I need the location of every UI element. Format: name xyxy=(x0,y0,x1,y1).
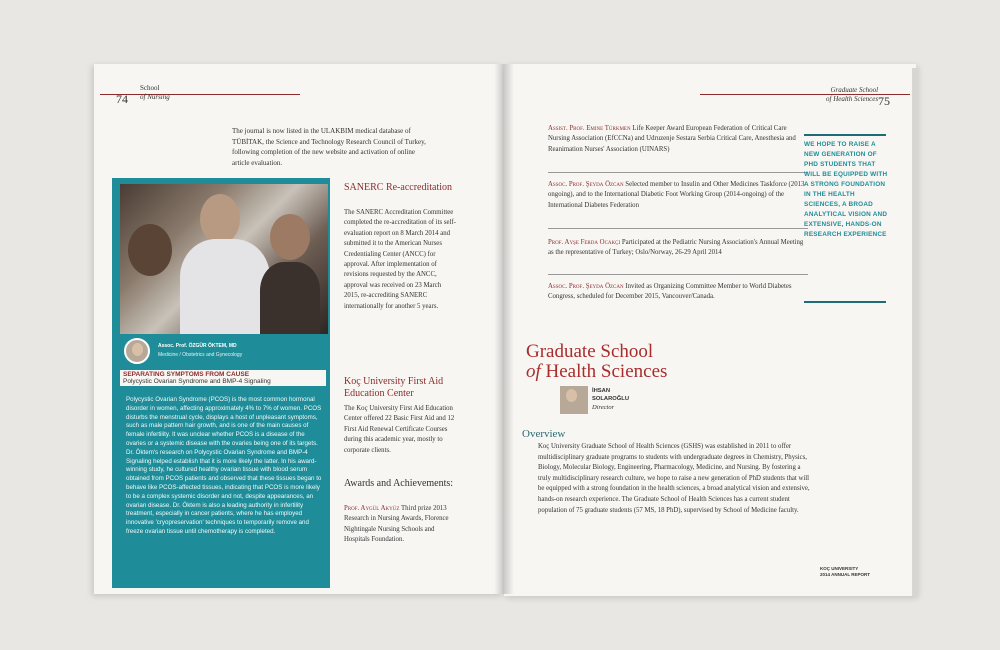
section-title: Graduate School of Health Sciences xyxy=(526,341,668,382)
achievement-entry: Assist. Prof. Emine Türkmen Life Keeper Award European Federation of Critical Care Nursing Association (EfCCNa) and Udruzenje Sestara Serbia Critical Care, Anesthesia and Reanimation Nurses' Association (UINARS) xyxy=(548,125,796,153)
feature-title: SEPARATING SYMPTOMS FROM CAUSE xyxy=(123,371,250,378)
achievement-entry: Assoc. Prof. Şeyda Özcan Selected member to Insulin and Other Medicines Taskforce (2013-ongoing), and to the International Diabetic Foot Working Group (2014-ongoing) of the International Diabetes Federation xyxy=(548,181,807,209)
page-edge xyxy=(912,68,918,596)
achievement-entry: Prof. Ayşe Ferda Ocakçı Participated at the Pediatric Nursing Association's Annual Meeting as the representative of Turkey; Oslo/Norway, 26-29 April 2014 xyxy=(548,239,804,257)
feature-subtitle: Polycystic Ovarian Syndrome and BMP-4 Signaling xyxy=(123,378,271,385)
first-aid-body: The Koç University First Aid Education Center offered 22 Basic First Aid and 12 First Aid Renewal Certificate Courses during this academic year, mostly to corporate clients. xyxy=(344,405,455,454)
first-aid-heading: Koç University First Aid Education Center xyxy=(344,376,444,399)
page-number-right: 75 xyxy=(878,94,890,108)
sanerc-heading: SANERC Re-accreditation xyxy=(344,182,453,193)
achievement-entry: Assoc. Prof. Şeyda Özcan Invited as Organizing Committee Member to World Diabetes Congress, scheduled for December 2015, Vancouver/Canada. xyxy=(548,283,792,301)
feature-body: Polycystic Ovarian Syndrome (PCOS) is the most common hormonal disorder in women, affecting approximately 4% to 7% of women. PCOS disturbs the menstrual cycle, displays a host of unpleasant symptoms, such as male pattern hair growth, and is one of the main causes of female infertility. It was unclear whether PCOS is a disease of the ovaries or a systemic disease with the ovaries being one of its targets. Dr. Öktem's research on Polycystic Ovarian Syndrome and BMP-4 Signaling helped establish that it is more likely the latter. In his award-winning study, he cultured healthy ovarian tissue with blood serum obtained from PCOS patients and observed that these tissues began to behave like PCOS-affected tissues, indicating that PCOS is more likely to be a complex systemic disorder and not, despite appearances, an ovarian disease. Dr. Öktem is also a leading authority in infertility treatment, especially in cancer patients, where he has employed innovative 'cryopreservation' techniques to temporarily remove and freeze ovarian tissue until chemotherapy is completed. xyxy=(126,396,322,535)
report-footer: KOÇ UNIVERSITY 2014 ANNUAL REPORT xyxy=(820,566,871,577)
awards-heading: Awards and Achievements: xyxy=(344,478,454,489)
section-header-left: School of Nursing xyxy=(140,84,170,101)
feature-photo xyxy=(120,184,328,334)
section-header-right: Graduate School of Health Sciences xyxy=(826,86,879,103)
feature-person-role: Medicine / Obstetrics and Gynecology xyxy=(158,352,243,358)
awards-body: Prof. Aygül Akyüz Third prize 2013 Research in Nursing Awards, Florence Nightingale Nursing Schools and Hospitals Foundation. xyxy=(344,505,449,544)
director-role: Director xyxy=(592,404,615,411)
overview-heading: Overview xyxy=(522,428,566,440)
feature-person-name: Assoc. Prof. ÖZGÜR ÖKTEM, MD xyxy=(158,343,237,349)
intro-paragraph: The journal is now listed in the ULAKBIM medical database of TÜBİTAK, the Science and Technology Research Council of Turkey, following completion of the new website and activation of online article evaluation. xyxy=(232,127,426,167)
sanerc-body: The SANERC Accreditation Committee completed the re-accreditation of its self-evaluation report on 8 March 2014 and submitted it to the American Nurses Credentialing Center (ANCC) for approval. After implementation of revisions requested by the ANCC, approval was received on 23 March 2015, re-accrediting SANERC internationally for another 5 years. xyxy=(344,209,456,310)
entry-divider xyxy=(548,274,808,275)
quote-rule-bottom xyxy=(804,301,886,303)
spine-gutter xyxy=(494,64,514,594)
pull-quote: WE HOPE TO RAISE A NEW GENERATION OF PHD STUDENTS THAT WILL BE EQUIPPED WITH A STRONG FOUNDATION IN THE HEALTH SCIENCES, A BROAD ANALYTICAL VISION AND EXTENSIVE, HANDS-ON RESEARCH EXPERIENCE xyxy=(804,141,888,238)
director-name: İHSAN SOLAROĞLU xyxy=(592,388,630,402)
page-number-left: 74 xyxy=(116,92,128,106)
feature-title-block xyxy=(120,370,326,386)
avatar xyxy=(124,338,150,364)
entry-divider xyxy=(548,172,808,173)
overview-body: Koç University Graduate School of Health Sciences (GSHS) was established in 2011 to offer multidisciplinary graduate programs to students with undergraduate degrees in Chemistry, Physics, Biology, Molecular Biology, Engineering, Pharmacology, Medicine, and Nursing. By fostering a truly multidisciplinary research culture, we hope to raise a new generation of PhD students that will be equipped with a strong foundation in the health sciences, a broad analytical vision and extensive, hands-on research experience. The Graduate School of Health Sciences has a current student population of 75 graduate students (57 MS, 18 PhD), supervised by School of Medicine faculty. xyxy=(538,443,810,514)
avatar xyxy=(560,386,588,414)
header-rule-left xyxy=(100,94,300,95)
entry-divider xyxy=(548,228,808,229)
quote-rule-top xyxy=(804,134,886,136)
